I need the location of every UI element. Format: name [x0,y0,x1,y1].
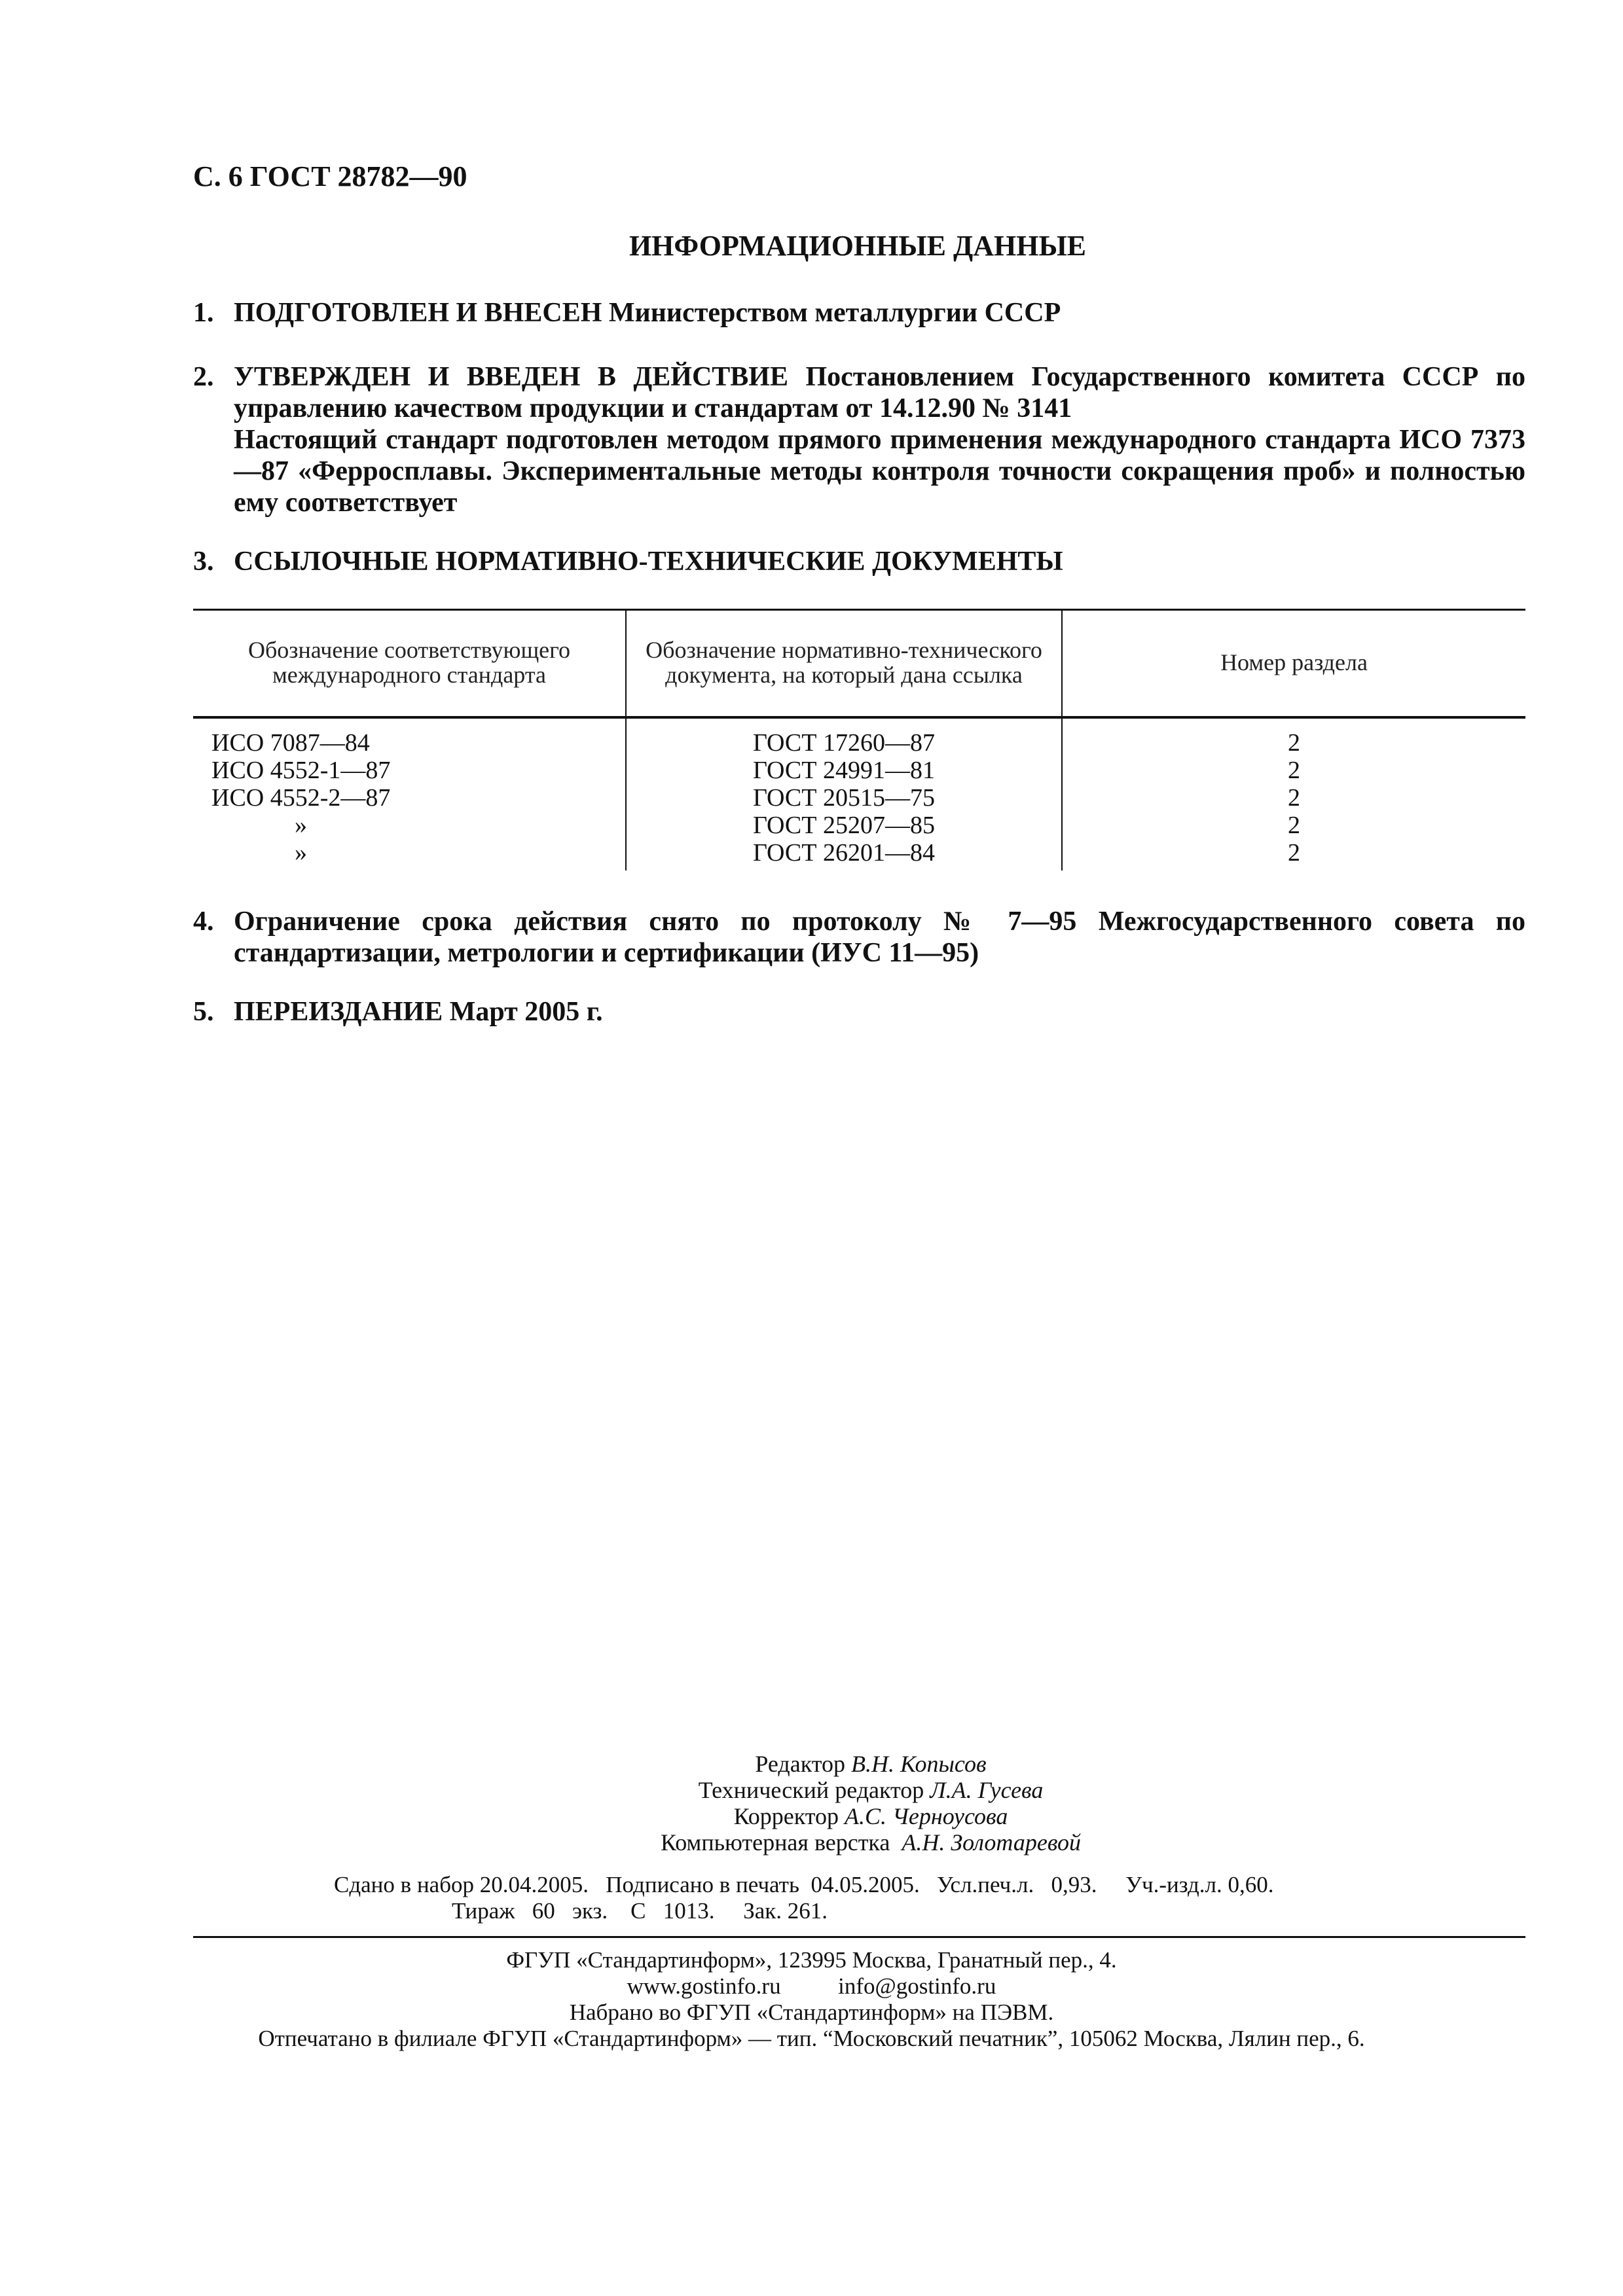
credit-person: А.С. Черноусова [845,1803,1008,1829]
item-text: Министерством металлургии СССР [602,298,1061,328]
credit-corrector [576,1803,1165,1829]
item-lead: ПЕРЕИЗДАНИЕ [234,997,443,1027]
credit-label: Компьютерная верстка [661,1829,890,1856]
intl-standard-cell: » [295,812,307,839]
item-number: 1. [193,298,214,328]
info-item-5 [193,996,1525,1028]
table-row [193,784,1525,812]
item-text: Март 2005 г. [443,997,603,1027]
table-row [193,812,1525,839]
print-info-line-2: Тираж 60 экз. С 1013. Зак. 261. [452,1898,828,1924]
table-row [193,757,1525,784]
credit-person: Л.А. Гусева [930,1777,1044,1803]
item-number: 4. [193,906,214,937]
section-cell: 2 [1288,812,1300,839]
section-cell: 2 [1288,729,1300,757]
ntd-cell: ГОСТ 26201—84 [753,839,935,867]
publisher-typeset: Набрано во ФГУП «Стандартинформ» на ПЭВМ. [569,2000,1054,2025]
info-item-4 [193,906,1525,969]
item-lead: УТВЕРЖДЕН И ВВЕДЕН В ДЕЙСТВИЕ [234,362,788,392]
info-item-2 [193,361,1525,518]
table-header-section: Номер раздела [1220,649,1368,675]
info-item-3 [193,546,1525,577]
publisher-contacts: www.gostinfo.ru info@gostinfo.ru [627,1973,996,1999]
credit-editor [576,1751,1165,1777]
publisher-printed: Отпечатано в филиале ФГУП «Стандартинформ» — тип. “Московский печатник”, 105062 Москва, Лялин пер., 6. [258,2026,1365,2051]
publisher-block [0,1947,1623,2052]
table-row [193,839,1525,867]
intl-standard-cell: ИСО 4552-1—87 [211,757,391,784]
credit-label: Технический редактор [698,1777,924,1803]
credit-person: А.Н. Золотаревой [902,1829,1081,1856]
item-text: Постановлением Государственного комитета СССР по управлению качеством продукции и стандартам от 14.12.90 № 3141 [234,362,1525,423]
intl-standard-cell: » [295,839,307,867]
credit-label: Редактор [755,1751,845,1777]
ntd-cell: ГОСТ 17260—87 [753,729,935,757]
table-header-intl-standard: Обозначение соответствующего международного стандарта [247,637,571,688]
item-number: 2. [193,362,214,392]
section-title: ИНФОРМАЦИОННЫЕ ДАННЫЕ [629,230,1087,262]
ntd-cell: ГОСТ 24991—81 [753,757,935,784]
item-lead: ПОДГОТОВЛЕН И ВНЕСЕН [234,298,602,328]
section-cell: 2 [1288,784,1300,812]
ntd-cell: ГОСТ 25207—85 [753,812,935,839]
credit-person: В.Н. Копысов [851,1751,987,1777]
ntd-cell: ГОСТ 20515—75 [753,784,935,812]
table-header-rule [193,716,1525,719]
credit-label: Корректор [733,1803,839,1829]
credit-tech-editor [576,1777,1165,1803]
item-number: 3. [193,547,214,577]
section-cell: 2 [1288,757,1300,784]
item-number: 5. [193,997,214,1027]
item-lead: ССЫЛОЧНЫЕ НОРМАТИВНО-ТЕХНИЧЕСКИЕ ДОКУМЕНТЫ [234,547,1063,577]
credits-block [576,1751,1165,1856]
credit-layout [576,1829,1165,1856]
intl-standard-cell: ИСО 7087—84 [211,729,370,757]
print-info-line-1: Сдано в набор 20.04.2005. Подписано в печать 04.05.2005. Усл.печ.л. 0,93. Уч.-изд.л. 0,60. [334,1872,1274,1897]
info-item-1 [193,297,1525,329]
publisher-address: ФГУП «Стандартинформ», 123995 Москва, Гранатный пер., 4. [506,1947,1117,1973]
intl-standard-cell: ИСО 4552-2—87 [211,784,391,812]
page-header: С. 6 ГОСТ 28782—90 [193,160,467,192]
item-note: Настоящий стандарт подготовлен методом прямого применения международного стандарта ИСО 7373—87 «Ферросплавы. Экспериментальные методы контроля точности сокращения проб» и полностью ему соответствует [234,425,1525,518]
table-row [193,729,1525,757]
imprint-rule [193,1936,1525,1938]
section-cell: 2 [1288,839,1300,867]
table-header-ntd: Обозначение нормативно-технического документа, на который дана ссылка [646,637,1042,688]
item-text: Ограничение срока действия снято по протоколу № 7—95 Межгосударственного совета по стандартизации, метрологии и сертификации (ИУС 11—95) [234,906,1525,968]
